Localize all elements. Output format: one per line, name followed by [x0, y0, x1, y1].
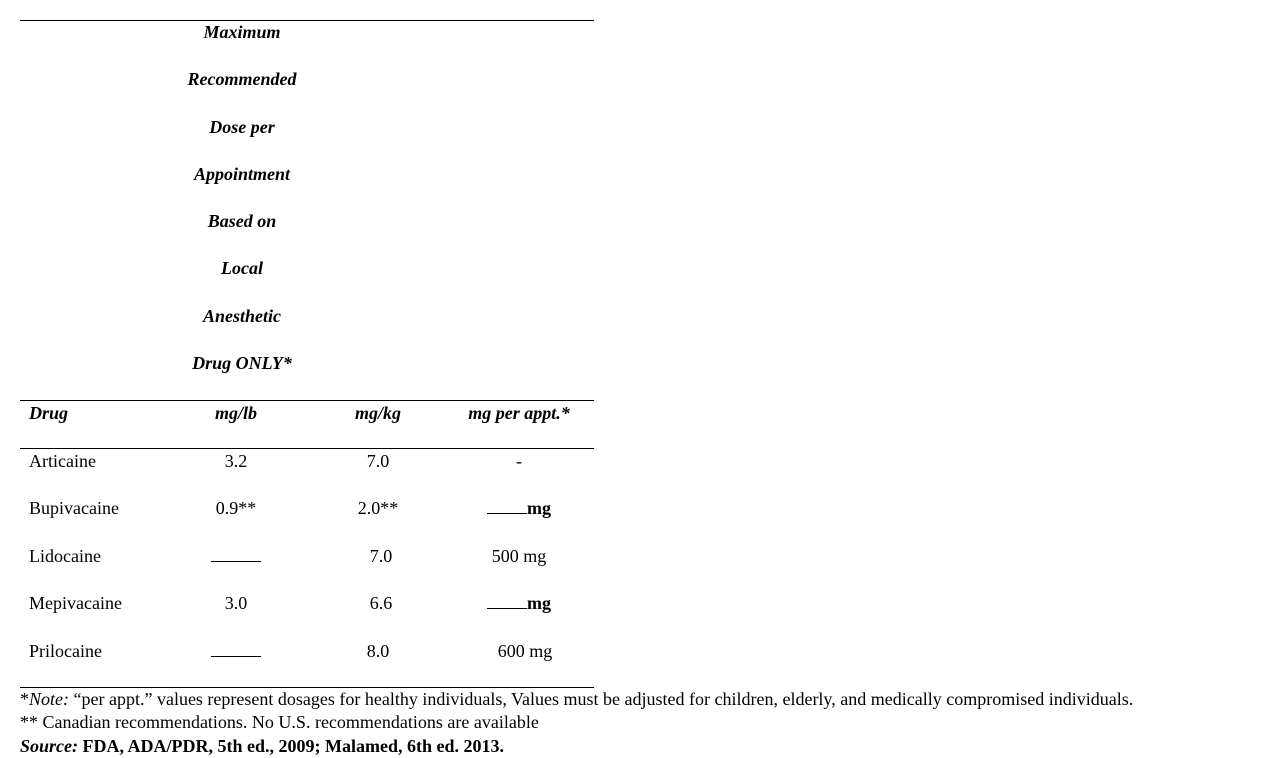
fill-in-blank: [487, 499, 527, 514]
header-top-rule: [20, 400, 594, 401]
footnote-canadian: ** Canadian recommendations. No U.S. recommendations are available: [20, 712, 539, 732]
mg-appt-unit: mg: [527, 593, 551, 613]
note-label: Note:: [29, 689, 69, 709]
top-rule: [20, 20, 594, 21]
source-citation: [20, 736, 504, 757]
title-line: Dose per: [209, 117, 275, 137]
mg-appt-fill-in: [460, 498, 578, 519]
footnote-general: [20, 689, 1133, 710]
fill-in-blank: [211, 642, 261, 657]
title-line: Local: [221, 258, 263, 278]
note-text: “per appt.” values represent dosages for healthy individuals, Values must be adjusted for children, elderly, and medically compromised individuals.: [69, 689, 1134, 709]
header-bottom-rule: [20, 448, 594, 449]
mg-kg-value: 7.0: [366, 451, 390, 471]
title-line: Maximum: [203, 22, 281, 42]
mg-appt-unit: mg: [527, 498, 551, 518]
column-header-mg-lb: mg/lb: [214, 403, 257, 423]
mg-kg-value: 7.0: [369, 546, 393, 566]
drug-name: Prilocaine: [29, 641, 102, 661]
drug-name: Mepivacaine: [29, 593, 122, 613]
source-text: FDA, ADA/PDR, 5th ed., 2009; Malamed, 6th ed. 2013.: [78, 736, 504, 756]
column-header-mg-appt: mg per appt.*: [468, 403, 570, 423]
mg-lb-value: 3.0: [224, 593, 248, 613]
drug-name: Articaine: [29, 451, 96, 471]
mg-lb-fill-in: [186, 641, 286, 662]
mg-appt-fill-in: [460, 593, 578, 614]
mg-appt-value: -: [516, 451, 522, 471]
bottom-rule: [20, 687, 594, 688]
footnote-marker: *: [20, 689, 29, 709]
title-line: Anesthetic: [202, 306, 281, 326]
mg-appt-value: 600 mg: [497, 641, 553, 661]
mg-kg-value: 6.6: [369, 593, 393, 613]
title-line: Recommended: [187, 69, 297, 89]
title-line: Appointment: [193, 164, 291, 184]
title-line: Drug ONLY*: [192, 353, 292, 373]
column-header-drug: Drug: [29, 403, 69, 423]
title-line: Based on: [207, 211, 277, 231]
mg-lb-value: 0.9**: [215, 498, 257, 518]
mg-kg-value: 2.0**: [357, 498, 399, 518]
source-label: Source:: [20, 736, 78, 756]
mg-lb-fill-in: [186, 546, 286, 567]
fill-in-blank: [211, 547, 261, 562]
mg-kg-value: 8.0: [366, 641, 390, 661]
mg-lb-value: 3.2: [224, 451, 248, 471]
drug-name: Bupivacaine: [29, 498, 119, 518]
drug-name: Lidocaine: [29, 546, 101, 566]
mg-appt-value: 500 mg: [491, 546, 547, 566]
column-header-mg-kg: mg/kg: [354, 403, 401, 423]
fill-in-blank: [487, 594, 527, 609]
